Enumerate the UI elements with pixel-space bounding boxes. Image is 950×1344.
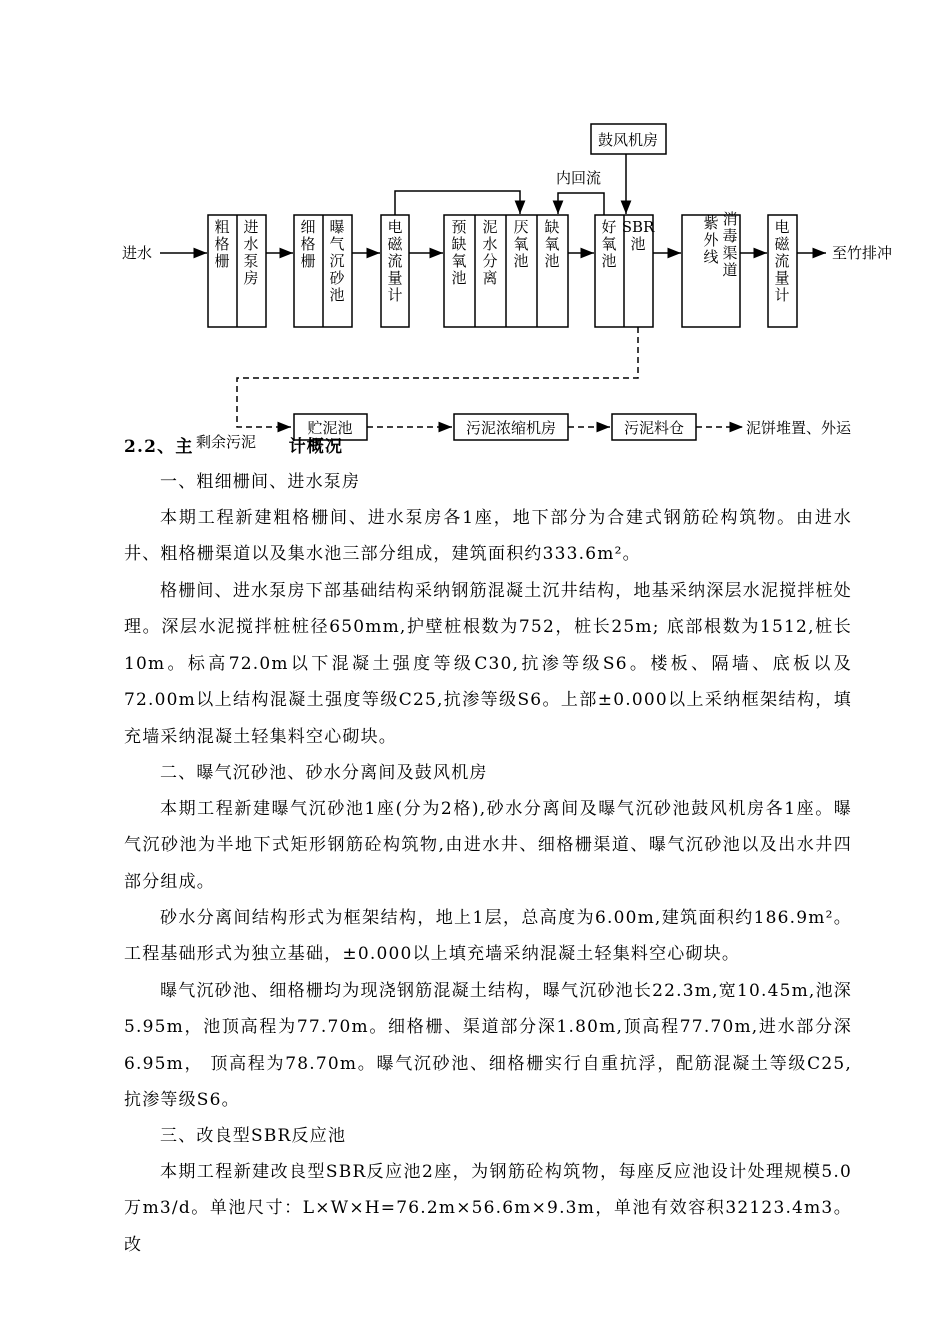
unit-aerobic: 好氧池 [601,218,617,270]
bio-pretreatment-block [444,215,568,327]
blower-room-label: 鼓风机房 [597,131,659,149]
unit-uv: 紫外线 [703,214,719,266]
section-heading [124,429,852,465]
internal-reflux-label: 内回流 [556,169,602,187]
paragraph-6: 本期工程新建改良型SBR反应池2座，为钢筋砼构筑物，每座反应池设计处理规模5.0万m3/d。单池尺寸：L×W×H=76.2m×56.6m×9.3m，单池有效容积32123.4m3。改 [124,1162,852,1255]
unit-fine-screen: 细格栅 [300,218,316,270]
unit-flow-meter-1: 电磁流量计 [387,218,403,304]
unit-pump-room: 进水泵房 [243,218,259,287]
sludge-storage-label: 贮泥池 [307,419,353,437]
heading-coarse-fine-screen: 一、粗细栅间、进水泵房 [160,472,361,492]
sludge-cake-disposal-label: 泥饼堆置、外运 [746,419,852,437]
heading-grit-chamber: 二、曝气沉砂池、砂水分离间及鼓风机房 [160,763,488,783]
section-heading-prefix: 2.2、主 [124,437,194,457]
fine-screen-grit-block [294,215,352,327]
process-flow-diagram [0,0,950,450]
paragraph-5: 曝气沉砂池、细格栅均为现浇钢筋混凝土结构，曝气沉砂池长22.3m,宽10.45m,池深5.95m，池顶高程为77.70m。细格栅、渠道部分深1.80m,顶高程77.70m,进水部分深6.95m， 顶高程为78.70m。曝气沉砂池、细格栅实行自重抗浮，配筋混凝土等级C25,抗渗等级S6。 [124,981,852,1111]
heading-sbr: 三、改良型SBR反应池 [160,1126,347,1146]
unit-coarse-screen: 粗格栅 [214,218,230,270]
unit-pre-anoxic: 预缺氧池 [451,218,467,287]
unit-anaerobic: 厌氧池 [513,218,529,270]
sludge-thickening-label: 污泥浓缩机房 [465,419,557,437]
flow-meter-1-block [381,215,409,327]
surplus-sludge-label: 剩余污泥 [196,433,257,450]
paragraph-4: 砂水分离间结构形式为框架结构，地上1层，总高度为6.00m,建筑面积约186.9m²。工程基础形式为独立基础，±0.000以上填充墙采纳混凝土轻集料空心砌块。 [124,908,852,965]
paragraph-2: 格栅间、进水泵房下部基础结构采纳钢筋混凝土沉井结构，地基采纳深层水泥搅拌桩处理。深层水泥搅拌桩桩径650mm,护壁桩根数为752，桩长25m; 底部根数为1512,桩长10m。标高72.0m以下混凝土强度等级C30,抗渗等级S6。楼板、隔墙、底板以及72.00m以上结构混凝土强度等级C25,抗渗等级S6。上部±0.000以上采纳框架结构，填充墙采纳混凝土轻集料空心砌块。 [124,581,852,747]
paragraph-1: 本期工程新建粗格栅间、进水泵房各1座，地下部分为合建式钢筋砼构筑物。由进水井、粗格栅渠道以及集水池三部分组成，建筑面积约333.6m²。 [124,508,852,565]
paragraph-3: 本期工程新建曝气沉砂池1座(分为2格),砂水分离间及曝气沉砂池鼓风机房各1座。曝气沉砂池为半地下式矩形钢筋砼构筑物,由进水井、细格栅渠道、曝气沉砂池以及出水井四部分组成。 [124,799,852,892]
uv-disinfection-block [682,210,740,327]
outlet-label: 至竹排冲 [832,244,893,262]
unit-anoxic: 缺氧池 [544,218,560,270]
unit-aerated-grit: 曝气沉砂池 [329,218,345,304]
inlet-label: 进水 [122,244,153,262]
aerobic-sbr-block [595,215,655,327]
unit-sludge-separation: 泥水分离 [482,218,498,287]
flow-meter-2-block [768,215,797,327]
unit-sbr: SBR 池 [621,218,655,253]
sludge-silo-label: 污泥料仓 [623,419,685,437]
coarse-screen-pump-block [208,215,266,327]
section-heading-suffix: 计概况 [288,437,344,457]
unit-flow-meter-2: 电磁流量计 [774,218,790,304]
unit-disinfection-channel: 消毒渠道 [722,210,738,279]
